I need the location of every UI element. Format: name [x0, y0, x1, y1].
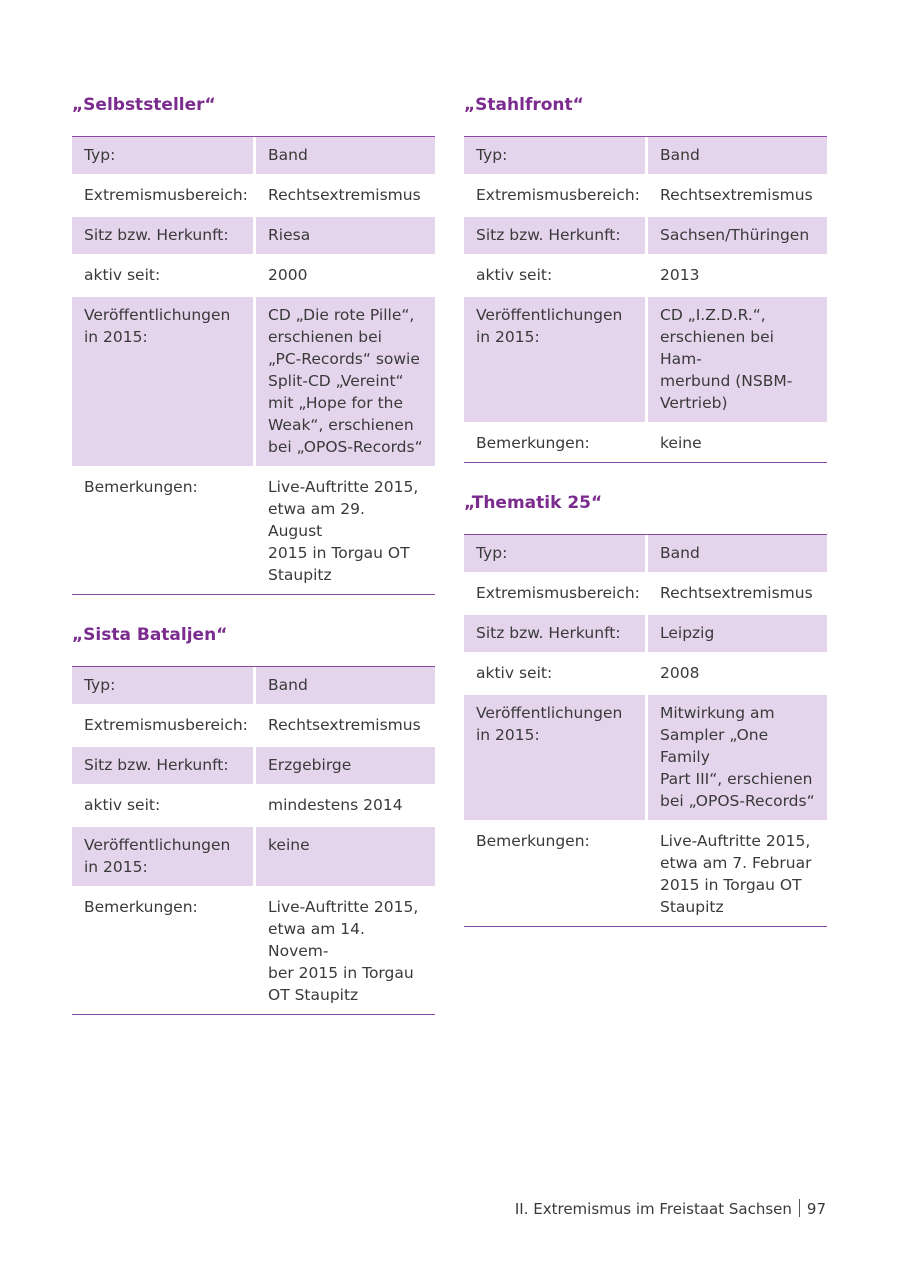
- row-value-line: Staupitz: [268, 566, 332, 584]
- row-value: [256, 707, 435, 747]
- table-row: [72, 257, 435, 297]
- row-value-line: Part III“, erschienen: [660, 770, 813, 788]
- right-column: [464, 93, 826, 955]
- row-value-line: OT Staupitz: [268, 986, 359, 1004]
- row-value-line: Rechtsextremismus: [268, 186, 421, 204]
- table-row: [72, 217, 435, 257]
- row-value-line: Rechtsextremismus: [268, 716, 421, 734]
- left-column: [72, 93, 434, 1043]
- row-label: Extremismusbereich:: [464, 177, 648, 217]
- section-title: „Selbststeller“: [72, 95, 216, 115]
- row-value-line: bei „OPOS-Records“: [660, 792, 815, 810]
- row-label: aktiv seit:: [72, 257, 256, 297]
- row-value-line: Sachsen/Thüringen: [660, 226, 810, 244]
- row-value-line: etwa am 14. Novem-: [268, 920, 365, 960]
- row-label-line: in 2015:: [476, 726, 540, 744]
- row-label: Sitz bzw. Herkunft:: [72, 747, 256, 787]
- row-value: [648, 297, 827, 425]
- row-value: [256, 827, 435, 889]
- table-row: [464, 297, 827, 425]
- row-label-line: in 2015:: [84, 858, 148, 876]
- table-row: [464, 217, 827, 257]
- row-label: [72, 297, 256, 469]
- row-label: Bemerkungen:: [476, 434, 590, 452]
- row-value-line: 2013: [660, 266, 700, 284]
- section-thematik-25: [464, 491, 826, 927]
- page-number: 97: [806, 1200, 826, 1218]
- row-label-line: Veröffentlichungen: [84, 836, 231, 854]
- row-value-line: 2015 in Torgau OT: [268, 544, 410, 562]
- footer-separator: [799, 1199, 800, 1217]
- row-label: Typ:: [72, 137, 256, 177]
- row-value-line: 2008: [660, 664, 700, 682]
- row-value: [256, 177, 435, 217]
- row-label-line: Veröffentlichungen: [476, 306, 623, 324]
- row-value: [256, 787, 435, 827]
- table-row: [464, 137, 827, 177]
- table-row: [72, 137, 435, 177]
- row-value-line: 2015 in Torgau OT: [660, 876, 802, 894]
- info-table: [464, 534, 827, 927]
- row-value-line: Erzgebirge: [268, 756, 352, 774]
- row-label: Bemerkungen:: [84, 478, 198, 496]
- section-sista-bataljen: [72, 623, 434, 1015]
- row-value-line: erschienen bei: [268, 328, 382, 346]
- page-footer: [515, 1199, 826, 1218]
- row-value-line: keine: [660, 434, 702, 452]
- table-row: [72, 889, 435, 1014]
- table-row: [464, 575, 827, 615]
- row-value: [648, 217, 827, 257]
- info-table: [72, 136, 435, 595]
- row-value-line: erschienen bei Ham-: [660, 328, 774, 368]
- row-value-line: Vertrieb): [660, 394, 728, 412]
- row-value-line: Band: [268, 676, 308, 694]
- row-value: [256, 257, 435, 297]
- table-row: [72, 667, 435, 707]
- row-label: Bemerkungen:: [476, 832, 590, 850]
- row-value-line: Band: [660, 146, 700, 164]
- row-label: Extremismusbereich:: [72, 177, 256, 217]
- info-table: [464, 136, 827, 463]
- row-label: [72, 827, 256, 889]
- row-label: Typ:: [72, 667, 256, 707]
- info-table: [72, 666, 435, 1015]
- row-value: [256, 137, 435, 177]
- row-label: [464, 695, 648, 823]
- section-title: „Thematik 25“: [464, 493, 603, 513]
- row-value: [256, 217, 435, 257]
- row-label: Extremismusbereich:: [464, 575, 648, 615]
- row-value: [648, 177, 827, 217]
- row-label-line: Veröffentlichungen: [476, 704, 623, 722]
- row-label-line: in 2015:: [84, 328, 148, 346]
- row-value-line: Weak“, erschienen: [268, 416, 414, 434]
- table-row: [464, 535, 827, 575]
- table-row: [464, 695, 827, 823]
- row-value-line: Band: [268, 146, 308, 164]
- row-value-line: Live-Auftritte 2015,: [268, 478, 419, 496]
- row-label: Typ:: [464, 535, 648, 575]
- row-label-line: Veröffentlichungen: [84, 306, 231, 324]
- table-row: [464, 177, 827, 217]
- row-value-line: Rechtsextremismus: [660, 584, 813, 602]
- table-row: [72, 177, 435, 217]
- row-label-line: in 2015:: [476, 328, 540, 346]
- row-value-line: Staupitz: [660, 898, 724, 916]
- footer-chapter-title: II. Extremismus im Freistaat Sachsen: [514, 1200, 792, 1218]
- table-row: [464, 823, 827, 926]
- row-label: Bemerkungen:: [84, 898, 198, 916]
- row-value-line: Rechtsextremismus: [660, 186, 813, 204]
- row-value-line: Band: [660, 544, 700, 562]
- section-selbststeller: [72, 93, 434, 595]
- row-value-line: mit „Hope for the: [268, 394, 404, 412]
- row-value: [256, 667, 435, 707]
- table-row: [464, 655, 827, 695]
- row-label: aktiv seit:: [72, 787, 256, 827]
- table-row: [72, 297, 435, 469]
- row-value-line: Live-Auftritte 2015,: [660, 832, 811, 850]
- row-value-line: keine: [268, 836, 310, 854]
- row-value: [648, 257, 827, 297]
- row-value: [648, 655, 827, 695]
- table-row: [72, 469, 435, 594]
- row-label: aktiv seit:: [464, 257, 648, 297]
- row-value: [648, 823, 827, 926]
- row-value: [256, 297, 435, 469]
- row-value-line: CD „Die rote Pille“,: [268, 306, 415, 324]
- row-value: [256, 469, 435, 594]
- row-label: aktiv seit:: [464, 655, 648, 695]
- section-title: „Sista Bataljen“: [72, 625, 228, 645]
- section-title: „Stahlfront“: [464, 95, 584, 115]
- row-label: [464, 297, 648, 425]
- row-value: [648, 695, 827, 823]
- row-value-line: bei „OPOS-Records“: [268, 438, 423, 456]
- row-value-line: ber 2015 in Torgau: [268, 964, 414, 982]
- table-row: [464, 425, 827, 462]
- row-value-line: Leipzig: [660, 624, 715, 642]
- row-value: [648, 425, 827, 462]
- row-value: [648, 575, 827, 615]
- row-label: Sitz bzw. Herkunft:: [72, 217, 256, 257]
- row-value-line: „PC-Records“ sowie: [268, 350, 420, 368]
- row-value-line: 2000: [268, 266, 308, 284]
- table-row: [72, 707, 435, 747]
- table-row: [72, 747, 435, 787]
- row-value: [256, 747, 435, 787]
- row-value: [256, 889, 435, 1014]
- row-value-line: Live-Auftritte 2015,: [268, 898, 419, 916]
- row-value-line: Split-CD „Vereint“: [268, 372, 404, 390]
- table-row: [72, 827, 435, 889]
- row-value-line: etwa am 7. Februar: [660, 854, 812, 872]
- section-stahlfront: [464, 93, 826, 463]
- row-label: Sitz bzw. Herkunft:: [464, 615, 648, 655]
- row-value-line: etwa am 29. August: [268, 500, 365, 540]
- row-value-line: mindestens 2014: [268, 796, 403, 814]
- table-row: [72, 787, 435, 827]
- row-value: [648, 137, 827, 177]
- table-row: [464, 257, 827, 297]
- row-value-line: CD „I.Z.D.R.“,: [660, 306, 766, 324]
- row-value-line: Mitwirkung am: [660, 704, 775, 722]
- table-row: [464, 615, 827, 655]
- row-label: Extremismusbereich:: [72, 707, 256, 747]
- row-value-line: Sampler „One Family: [660, 726, 769, 766]
- row-value-line: merbund (NSBM-: [660, 372, 793, 390]
- row-value-line: Riesa: [268, 226, 311, 244]
- row-label: Typ:: [464, 137, 648, 177]
- row-value: [648, 535, 827, 575]
- row-label: Sitz bzw. Herkunft:: [464, 217, 648, 257]
- row-value: [648, 615, 827, 655]
